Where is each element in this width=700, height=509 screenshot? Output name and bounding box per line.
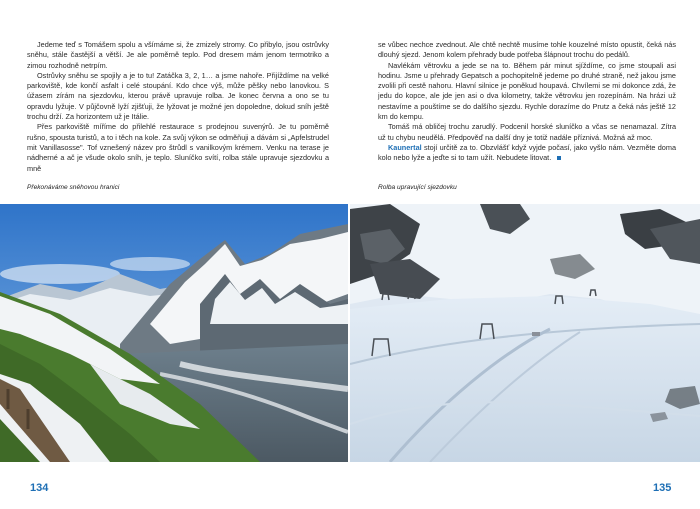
end-of-article-square-icon: [557, 156, 561, 160]
mountain-road-illustration: [0, 204, 348, 462]
page-number-left: 134: [30, 482, 49, 494]
paragraph: Jedeme teď s Tomášem spolu a všímáme si, že zmizely stromy. Co přibylo, jsou ostrůvky sněhu, stále častější a větší. Je ale poměrně teplo. Pod dresem mám jenom termotriko a zimou rozhodně netrpím.: [27, 40, 329, 70]
left-text-column: [27, 40, 329, 174]
photo-ski-slope: [350, 204, 700, 462]
caption-right: Rolba upravující sjezdovku: [378, 184, 457, 191]
paragraph: Přes parkoviště míříme do přilehlé restaurace s prodejnou suvenýrů. Je tu poměrně rušno, spousta turistů, a to i těch na kole. Za svůj výkon se odměňuji a dávám si „Apfelstrudel mit Vanillasosse". Tof vznešený název pro štrůdl s vanilkovým krémem. Venku na terase je nádherné a ač je všude okolo sníh, je teplo. Sluníčko svítí, rolba stále upravuje sjezdovku a mně: [27, 122, 329, 173]
closing-paragraph: [378, 143, 676, 164]
photo-mountain-road: [0, 204, 348, 462]
page-number-right: 135: [653, 482, 672, 494]
caption-left: Překonáváme sněhovou hranici: [27, 184, 120, 191]
closing-text: stojí určitě za to. Obzvlášť když vyjde počasí, jako vyšlo nám. Vezměte doma kolo nebo lyže a jeďte si to tam užít. Nebudete litovat.: [378, 142, 676, 163]
paragraph: Tomáš má obličej trochu zarudlý. Podcenil horské sluníčko a včas se nenamazal. Zítra už tu chybu neudělá. Předpověď na další dny je totiž nadále příznivá. Možná až moc.: [378, 122, 676, 142]
highlight-kaunertal: Kaunertal: [388, 142, 422, 152]
paragraph: Navlékám větrovku a jede se na to. Během pár minut sjíždíme, co jsme stoupali asi hodinu. Jsme u přehrady Gepatsch a pochopitelně jedeme po druhé straně, než jakou jsme zvolili při cestě nahoru. Hlavní silnice je poněkud houpavá. Chvílemi se mi dokonce zdá, že jedu do kopce, ale jde jen asi o dva kilometry, takže větrovku jen rozepínám. Na hrázi už nestavíme a pouštíme se do dalšího sjezdu. Rychle dorazíme do Prutz a čeká nás ještě 12 km do kempu.: [378, 60, 676, 122]
ski-slope-illustration: [350, 204, 700, 462]
paragraph-continuation: se vůbec nechce zvednout. Ale chtě nechtě musíme tohle kouzelné místo opustit, čeká nás dlouhý sjezd. Jenom kolem přehrady bude potřeba šlápnout trochu do pedálů.: [378, 40, 676, 60]
paragraph: Ostrůvky sněhu se spojily a je to tu! Zatáčka 3, 2, 1… a jsme nahoře. Přijíždíme na velké parkoviště, kde končí asfalt i celé stoupání. Kdo chce výš, může pěšky nebo lanovkou. S úžasem zírám na sjezdovku, kterou právě upravuje rolba. Je konec června a ono se tu opravdu lyžuje. V půjčovně lyží zjišťuji, že lyžovat je možné jen dopoledne, dokud sníh ještě trochu drží. Za horizontem už je Itálie.: [27, 70, 329, 122]
right-text-column: [378, 40, 676, 164]
